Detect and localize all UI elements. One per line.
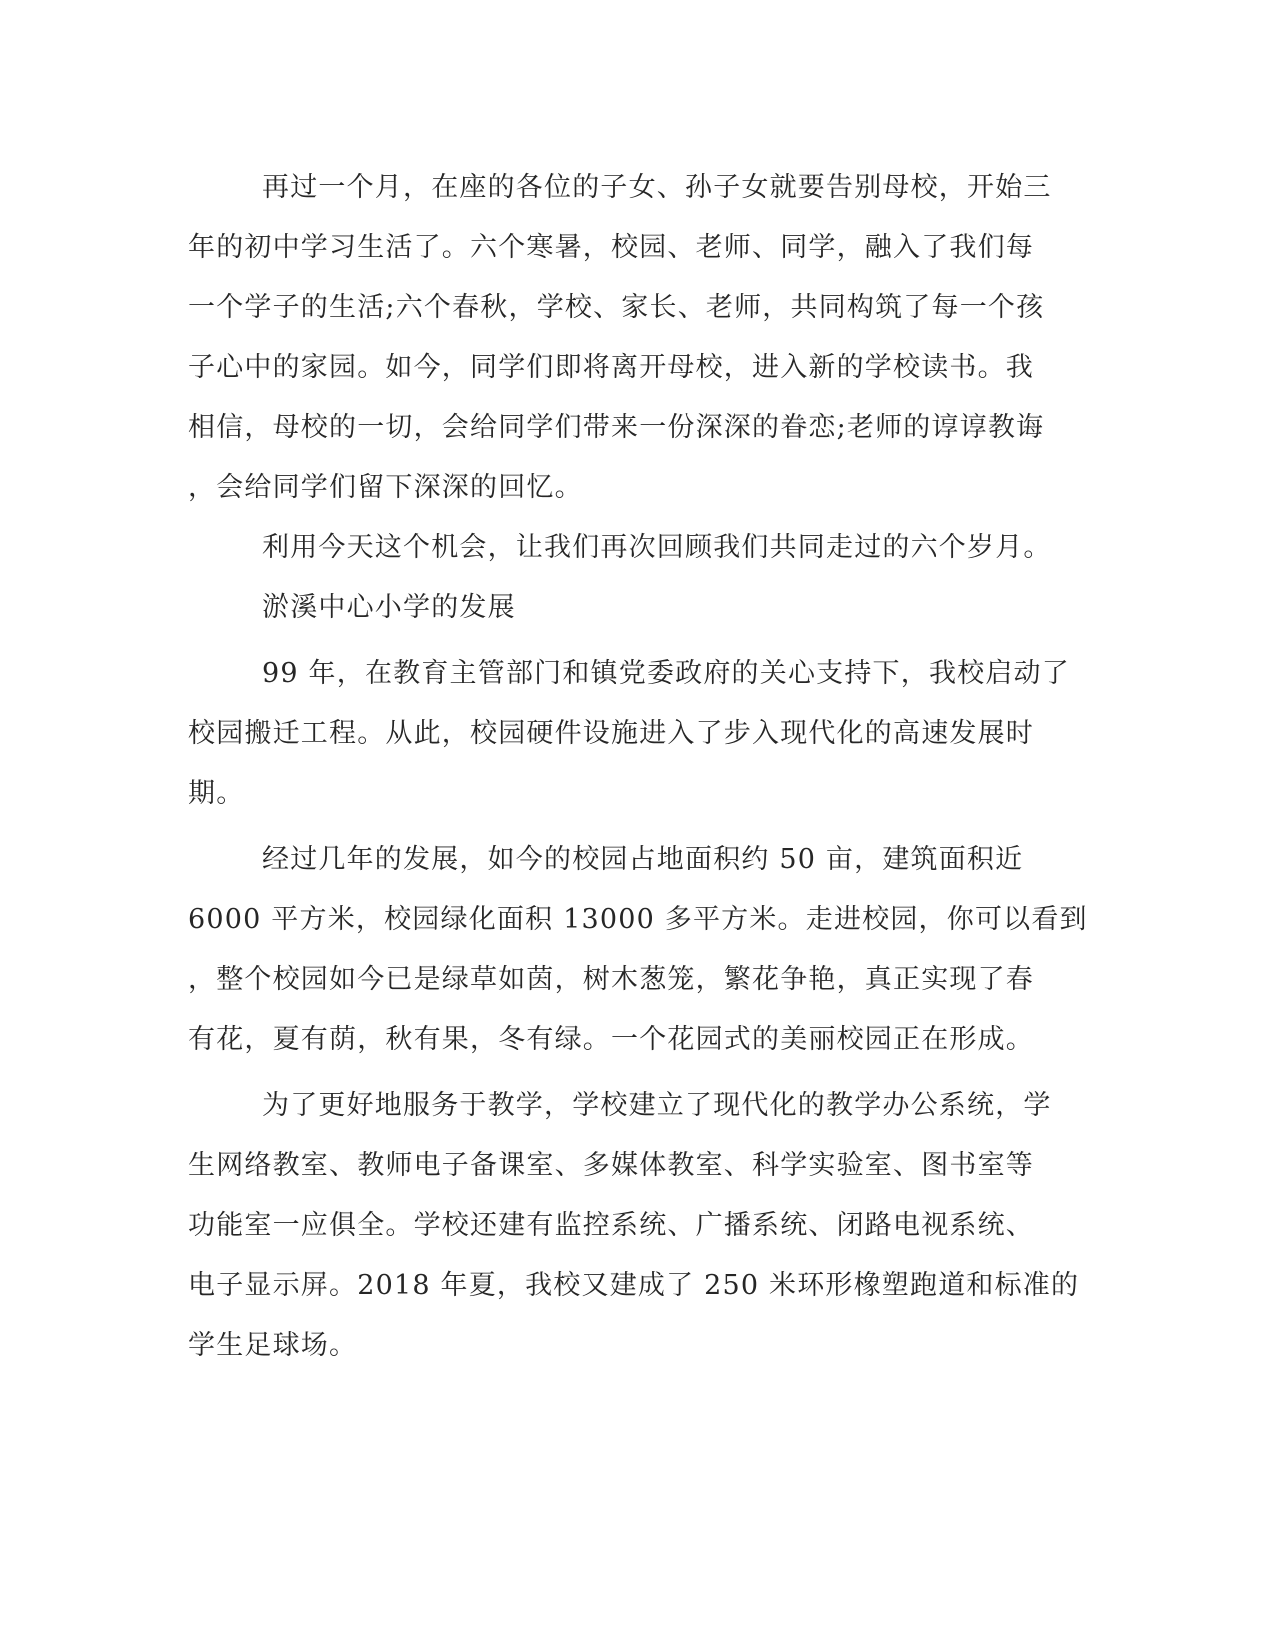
paragraph-1-line-5: 相信，母校的一切，会给同学们带来一份深深的眷恋;老师的谆谆教诲 <box>188 412 1045 443</box>
paragraph-5-line-3: 功能室一应俱全。学校还建有监控系统、广播系统、闭路电视系统、 <box>188 1210 1034 1241</box>
paragraph-4-line-1: 经过几年的发展，如今的校园占地面积约 50 亩，建筑面积近 <box>262 844 1024 875</box>
paragraph-5-line-2: 生网络教室、教师电子备课室、多媒体教室、科学实验室、图书室等 <box>188 1150 1034 1181</box>
section-heading: 淤溪中心小学的发展 <box>262 592 516 623</box>
paragraph-1-line-3: 一个学子的生活;六个春秋，学校、家长、老师，共同构筑了每一个孩 <box>188 292 1045 323</box>
paragraph-3-line-3: 期。 <box>188 778 245 809</box>
paragraph-5-line-1: 为了更好地服务于教学，学校建立了现代化的教学办公系统，学 <box>262 1090 1052 1121</box>
paragraph-3-line-2: 校园搬迁工程。从此，校园硬件设施进入了步入现代化的高速发展时 <box>188 718 1034 749</box>
paragraph-2-line-1: 利用今天这个机会，让我们再次回顾我们共同走过的六个岁月。 <box>262 532 1052 563</box>
paragraph-4-line-3: ，整个校园如今已是绿草如茵，树木葱笼，繁花争艳，真正实现了春 <box>188 964 1034 995</box>
paragraph-1-line-4: 子心中的家园。如今，同学们即将离开母校，进入新的学校读书。我 <box>188 352 1034 383</box>
paragraph-1-line-2: 年的初中学习生活了。六个寒暑，校园、老师、同学，融入了我们每 <box>188 232 1034 263</box>
paragraph-4-line-4: 有花，夏有荫，秋有果，冬有绿。一个花园式的美丽校园正在形成。 <box>188 1024 1034 1055</box>
paragraph-4-line-2: 6000 平方米，校园绿化面积 13000 多平方米。走进校园，你可以看到 <box>188 904 1088 935</box>
paragraph-1-line-1: 再过一个月，在座的各位的子女、孙子女就要告别母校，开始三 <box>262 172 1052 203</box>
paragraph-3-line-1: 99 年，在教育主管部门和镇党委政府的关心支持下，我校启动了 <box>262 658 1070 689</box>
paragraph-5-line-4: 电子显示屏。2018 年夏，我校又建成了 250 米环形橡塑跑道和标准的 <box>188 1270 1080 1301</box>
paragraph-1-line-6: ，会给同学们留下深深的回忆。 <box>188 472 583 503</box>
paragraph-5-line-5: 学生足球场。 <box>188 1330 358 1361</box>
